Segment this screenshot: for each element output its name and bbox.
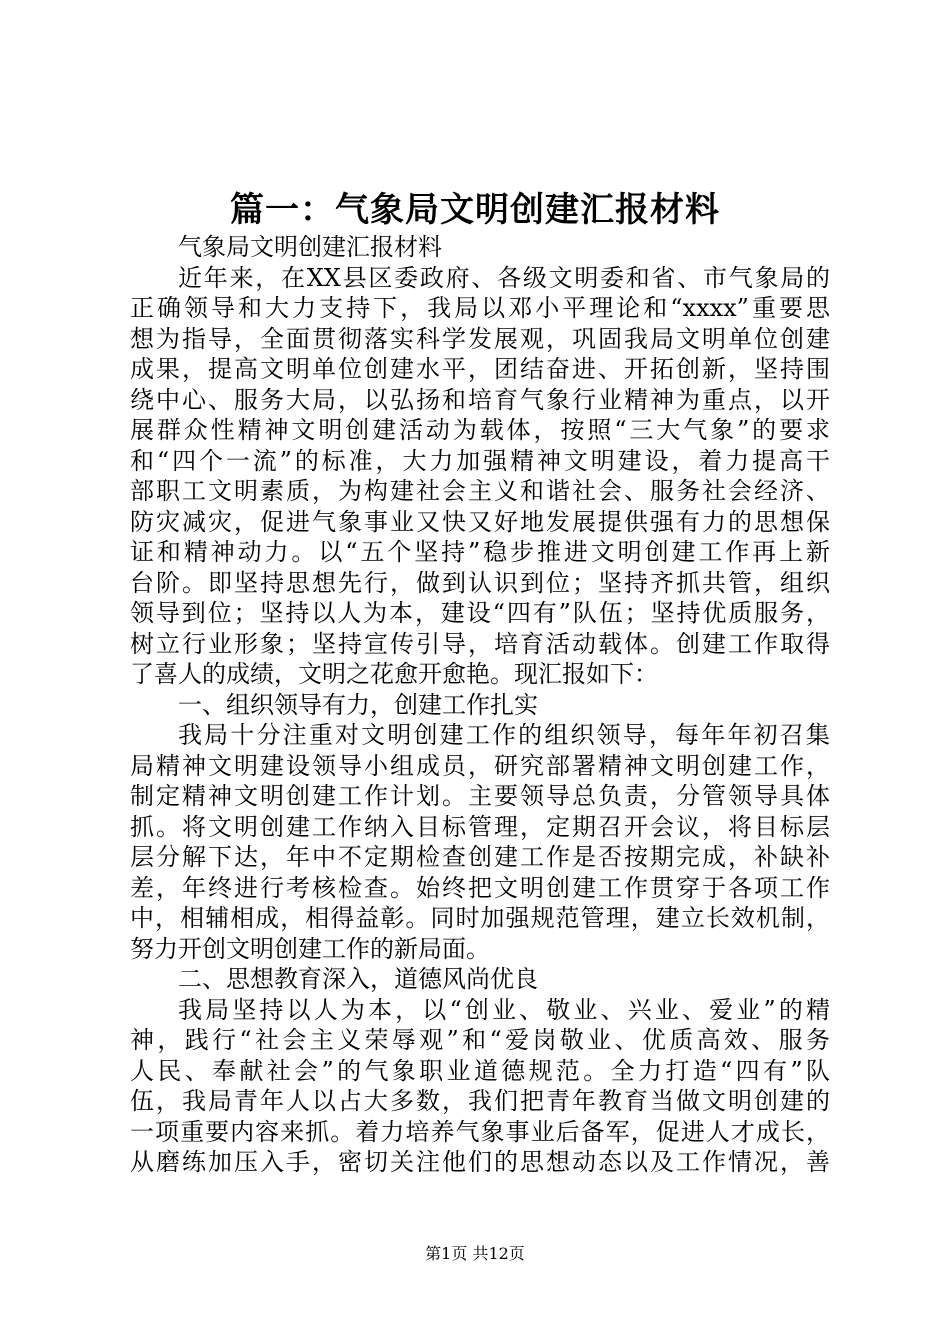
text-line: 伍，我局青年人以占大多数，我们把青年教育当做文明创建的 <box>130 1087 830 1115</box>
text-line: 和“四个一流”的标准，大力加强精神文明建设，着力提高干 <box>130 446 830 475</box>
text-line: 制定精神文明创建工作计划。主要领导总负责，分管领导具体 <box>130 782 830 810</box>
text-line: 部职工文明素质，为构建社会主义和谐社会、服务社会经济、 <box>130 477 830 505</box>
text-line: 二、思想教育深入，道德风尚优良 <box>178 965 538 993</box>
document-body <box>130 232 830 1178</box>
text-line: 领导到位；坚持以人为本，建设“四有”队伍；坚持优质服务， <box>130 599 830 627</box>
text-line: 成果，提高文明单位创建水平，团结奋进、开拓创新，坚持围 <box>130 355 830 383</box>
text-line: 我局十分注重对文明创建工作的组织领导，每年年初召集 <box>178 721 830 749</box>
text-line: 正确领导和大力支持下，我局以邓小平理论和“xxxx”重要思 <box>130 294 830 322</box>
text-line: 我局坚持以人为本，以“创业、敬业、兴业、爱业”的精 <box>178 995 830 1024</box>
text-line: 证和精神动力。以“五个坚持”稳步推进文明创建工作再上新 <box>130 538 830 566</box>
text-line: 从磨练加压入手，密切关注他们的思想动态以及工作情况，善 <box>130 1148 830 1176</box>
text-line: 树立行业形象；坚持宣传引导，培育活动载体。创建工作取得 <box>130 629 830 658</box>
text-line: 中，相辅相成，相得益彰。同时加强规范管理，建立长效机制， <box>130 904 830 932</box>
text-line: 层分解下达，年中不定期检查创建工作是否按期完成，补缺补 <box>130 843 830 871</box>
text-line: 台阶。即坚持思想先行，做到认识到位；坚持齐抓共管，组织 <box>130 568 830 597</box>
text-line: 想为指导，全面贯彻落实科学发展观，巩固我局文明单位创建 <box>130 324 830 353</box>
text-line: 差，年终进行考核检查。始终把文明创建工作贯穿于各项工作 <box>130 873 830 902</box>
text-line: 绕中心、服务大局，以弘扬和培育气象行业精神为重点，以开 <box>130 385 830 414</box>
text-line: 神，践行“社会主义荣辱观”和“爱岗敬业、优质高效、服务 <box>130 1026 830 1054</box>
text-line: 近年来，在XX县区委政府、各级文明委和省、市气象局的 <box>178 263 830 292</box>
text-line: 一项重要内容来抓。着力培养气象事业后备军，促进人才成长， <box>130 1117 830 1146</box>
text-line: 抓。将文明创建工作纳入目标管理，定期召开会议，将目标层 <box>130 812 830 841</box>
text-line: 一、组织领导有力，创建工作扎实 <box>178 690 538 719</box>
text-line: 努力开创文明创建工作的新局面。 <box>130 934 490 963</box>
text-line: 了喜人的成绩，文明之花愈开愈艳。现汇报如下： <box>130 660 658 688</box>
text-line: 防灾减灾，促进气象事业又快又好地发展提供强有力的思想保 <box>130 507 830 536</box>
text-line: 展群众性精神文明创建活动为载体，按照“三大气象”的要求 <box>130 416 830 444</box>
text-line: 人民、奉献社会”的气象职业道德规范。全力打造“四有”队 <box>130 1056 830 1085</box>
page-footer: 第1页 共12页 <box>425 1244 525 1263</box>
document-title: 篇一：气象局文明创建汇报材料 <box>230 190 720 230</box>
text-line: 气象局文明创建汇报材料 <box>178 233 442 261</box>
text-line: 局精神文明建设领导小组成员，研究部署精神文明创建工作， <box>130 751 830 780</box>
